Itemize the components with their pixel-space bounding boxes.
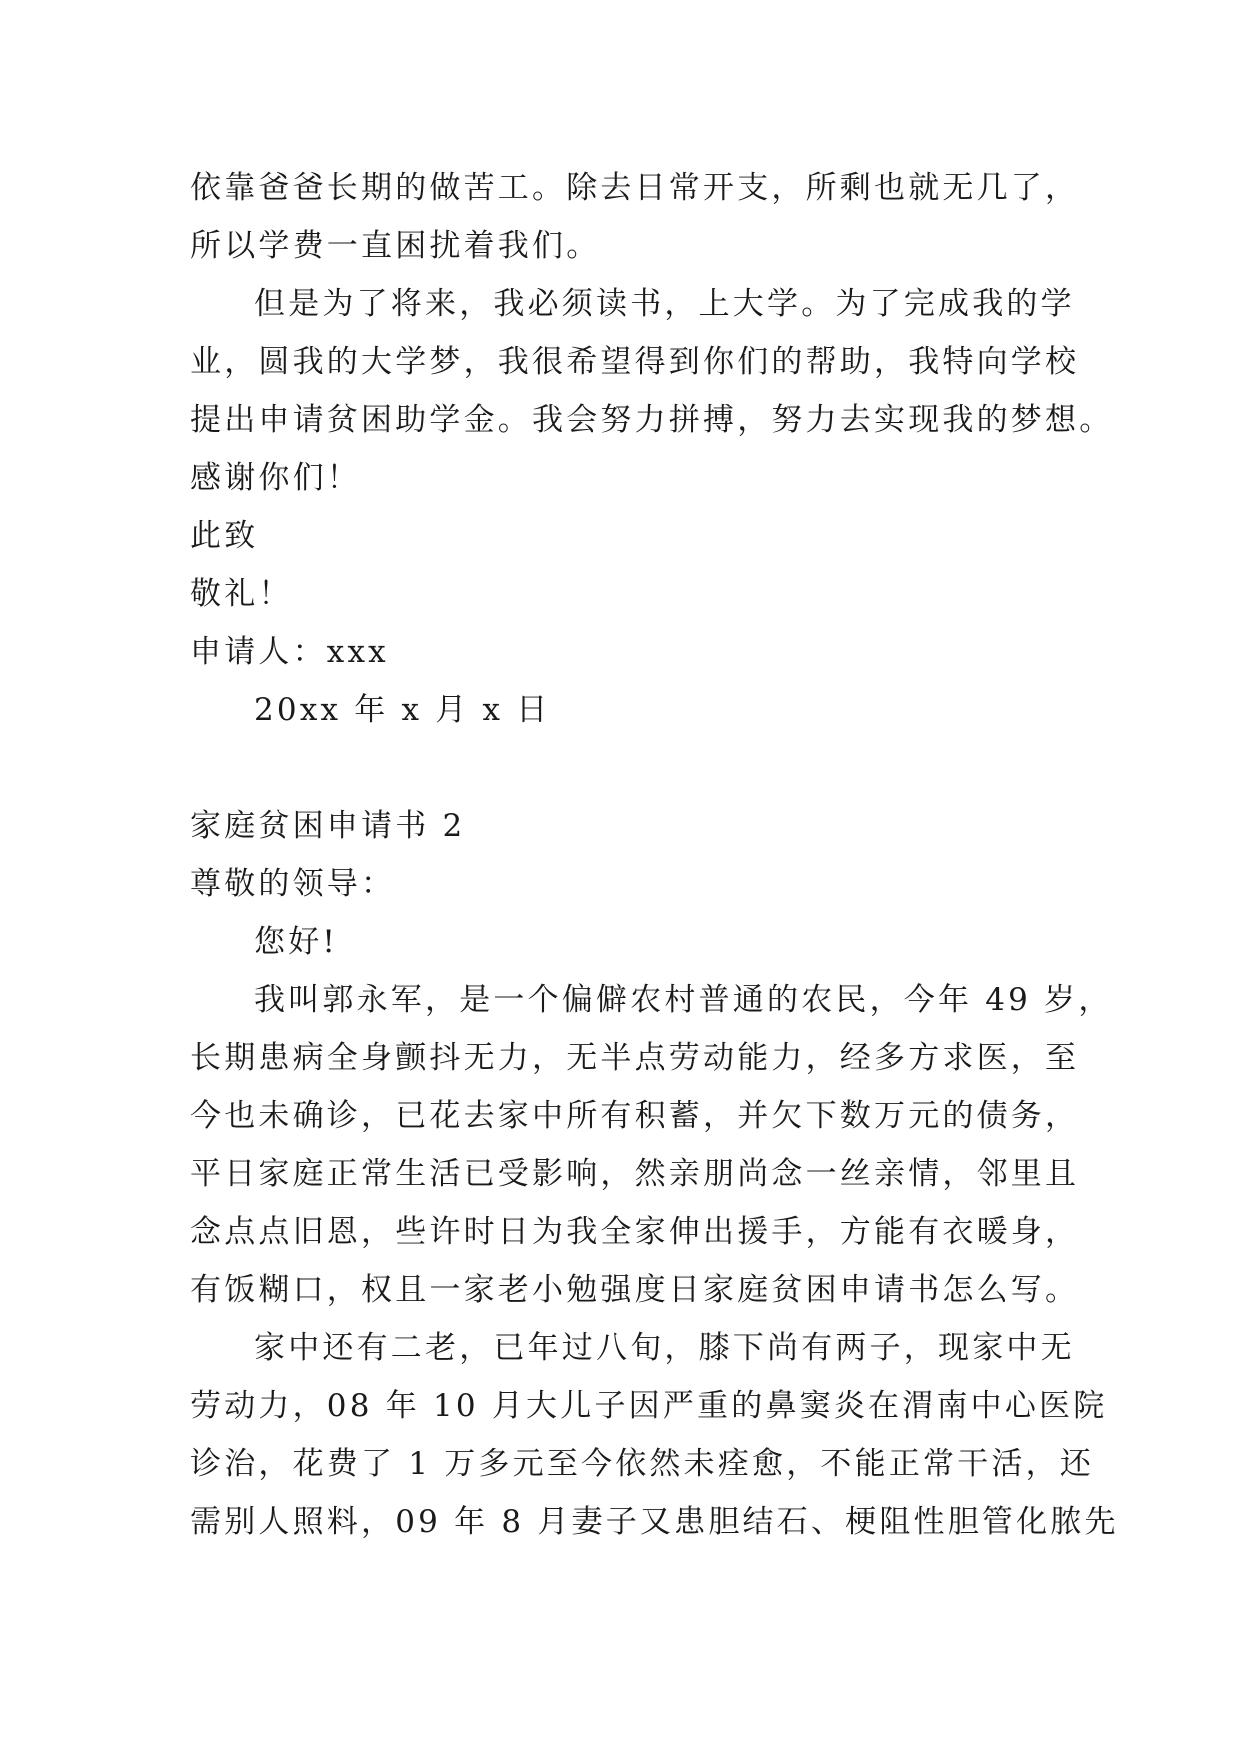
paragraph-line: 诊治，花费了 1 万多元至今依然未痊愈，不能正常干活，还 bbox=[190, 1446, 1095, 1482]
greeting-line: 尊敬的领导： bbox=[190, 866, 396, 902]
paragraph-line: 劳动力，08 年 10 月大儿子因严重的鼻窦炎在渭南中心医院 bbox=[190, 1388, 1108, 1424]
greeting-line: 您好! bbox=[254, 924, 339, 960]
paragraph-line: 今也未确诊，已花去家中所有积蓄，并欠下数万元的债务， bbox=[190, 1098, 1080, 1134]
paragraph-line: 所以学费一直困扰着我们。 bbox=[190, 228, 601, 264]
salutation-line: 敬礼！ bbox=[190, 576, 293, 612]
applicant-line: 申请人：xxx bbox=[190, 634, 389, 670]
date-line: 20xx 年 x 月 x 日 bbox=[254, 692, 551, 728]
closing-line: 感谢你们！ bbox=[190, 460, 361, 496]
paragraph-line: 念点点旧恩，些许时日为我全家伸出援手，方能有衣暖身， bbox=[190, 1214, 1080, 1250]
paragraph-line: 提出申请贫困助学金。我会努力拼搏，努力去实现我的梦想。 bbox=[190, 402, 1114, 438]
paragraph-line: 我叫郭永军，是一个偏僻农村普通的农民，今年 49 岁， bbox=[254, 982, 1113, 1018]
paragraph-line: 需别人照料，09 年 8 月妻子又患胆结石、梗阻性胆管化脓先 bbox=[190, 1504, 1119, 1540]
paragraph-line: 家中还有二老，已年过八旬，膝下尚有两子，现家中无 bbox=[254, 1330, 1075, 1366]
paragraph-line: 依靠爸爸长期的做苦工。除去日常开支，所剩也就无几了， bbox=[190, 170, 1080, 206]
section-title: 家庭贫困申请书 2 bbox=[190, 808, 466, 844]
paragraph-line: 长期患病全身颤抖无力，无半点劳动能力，经多方求医，至 bbox=[190, 1040, 1080, 1076]
paragraph-line: 平日家庭正常生活已受影响，然亲朋尚念一丝亲情，邻里且 bbox=[190, 1156, 1080, 1192]
paragraph-line: 但是为了将来，我必须读书，上大学。为了完成我的学 bbox=[254, 286, 1075, 322]
paragraph-line: 业，圆我的大学梦，我很希望得到你们的帮助，我特向学校 bbox=[190, 344, 1080, 380]
salutation-line: 此致 bbox=[190, 518, 259, 554]
paragraph-line: 有饭糊口，权且一家老小勉强度日家庭贫困申请书怎么写。 bbox=[190, 1272, 1080, 1308]
